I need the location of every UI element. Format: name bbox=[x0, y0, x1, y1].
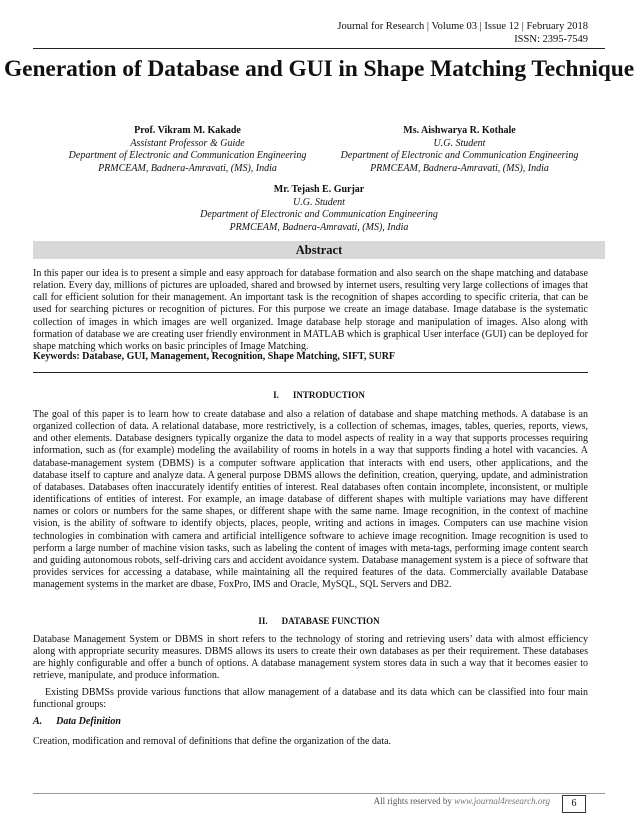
page-number: 6 bbox=[562, 795, 586, 813]
footer-site-link[interactable]: www.journal4research.org bbox=[454, 796, 550, 806]
author-name: Prof. Vikram M. Kakade bbox=[134, 125, 241, 136]
subsection-heading-data-definition bbox=[33, 716, 121, 727]
issn: ISSN: 2395-7549 bbox=[514, 34, 588, 45]
author-role: Assistant Professor & Guide bbox=[130, 137, 245, 149]
keywords: Keywords: Database, GUI, Management, Recognition, Shape Matching, SIFT, SURF bbox=[33, 351, 396, 362]
journal-info: Journal for Research | Volume 03 | Issue 12 | February 2018 bbox=[337, 21, 588, 32]
abstract-heading: Abstract bbox=[33, 241, 605, 259]
journal-header bbox=[337, 20, 588, 46]
section-title: DATABASE FUNCTION bbox=[281, 616, 380, 626]
author-inst: PRMCEAM, Badnera-Amravati, (MS), India bbox=[370, 162, 549, 174]
data-definition-paragraph: Creation, modification and removal of definitions that define the organization of the data. bbox=[33, 736, 392, 747]
author-role: U.G. Student bbox=[293, 196, 345, 208]
subsection-number: A. bbox=[33, 716, 43, 727]
section-heading-database-function bbox=[0, 615, 638, 627]
section-number: I. bbox=[273, 390, 279, 400]
author-block-1 bbox=[50, 125, 325, 175]
author-role: U.G. Student bbox=[433, 137, 486, 149]
author-block-3 bbox=[160, 184, 478, 234]
author-dept: Department of Electronic and Communication Engineering bbox=[200, 209, 438, 220]
author-name: Ms. Aishwarya R. Kothale bbox=[403, 125, 516, 136]
author-name: Mr. Tejash E. Gurjar bbox=[273, 184, 365, 195]
author-block-2 bbox=[322, 125, 597, 175]
author-inst: PRMCEAM, Badnera-Amravati, (MS), India bbox=[229, 221, 409, 233]
subsection-title: Data Definition bbox=[56, 716, 121, 727]
author-dept: Department of Electronic and Communication Engineering bbox=[340, 150, 579, 161]
database-function-paragraph-2: Existing DBMSs provide various functions that allow management of a database and its data which can be classified into four main functional groups: bbox=[33, 687, 588, 711]
database-function-paragraph: Database Management System or DBMS in short refers to the technology of storing and retrieving users’ data with almost efficiency along with appropriate security measures. DBMS allows its users to create their own databases as per their requirement. These databases are highly configurable and offer a bunch of options. A database management system stores data in such a way that it becomes easier to retrieve, manipulate, and produce information. bbox=[33, 634, 588, 682]
paper-title bbox=[0, 56, 638, 83]
footer-text bbox=[0, 795, 550, 807]
author-dept: Department of Electronic and Communication Engineering bbox=[68, 150, 307, 161]
section-number: II. bbox=[258, 616, 268, 626]
abstract-text: In this paper our idea is to present a simple and easy approach for database formation and also search on the shape matching and database relation. Every day, millions of pictures are uploaded, shared and browsed by internet users, resulting very large collections of images that call for efficient solution for their management. An important task is the recognition of shapes according to specific criteria, that can be used for searching pictures or recognition of pictures. For this purpose we create an image database. Image database is the systematic collection of images in which images are well organized. Image database help storage and manipulation of images. Also along with formation of database we are creating user friendly environment in MATLAB which is graphical User interface (GUI) can be deployed for shape matching which works on basic principles of Image Matching. bbox=[33, 268, 588, 352]
footer-rule bbox=[33, 793, 605, 794]
header-rule bbox=[33, 48, 605, 49]
section-heading-introduction bbox=[0, 389, 638, 401]
paper-title-text: Generation of Database and GUI in Shape Matching Technique bbox=[3, 56, 635, 82]
abstract-rule bbox=[33, 372, 588, 373]
introduction-paragraph: The goal of this paper is to learn how to create database and also a relation of database and shape matching methods. A database is an organized collection of data. A relational database, more restrictively, is a collection of schemas, images, tables, queries, reports, views, and other elements. Database designers typically organize the data to model aspects of reality in a way that supports processes requiring information, such as (for example) modeling the availability of rooms in hotels in a way that supports finding a hotel with vacancies. A database-management system (DBMS) is a computer software application that interacts with end users, other applications, and the database itself to capture and analyze data. A general purpose DBMS allows the definition, creation, querying, update, and administration of databases. Databases often inaccurately identify entities of interest. Real databases often contain incomplete, inconsistent, or multiple identifications of entities of interest. For example, an image database of different shapes with multiple variations may have different names or colors or numbers for the same shapes, or different shape with the same name. Image recognition, in the context of machine vision, is the ability of software to identify objects, places, people, writing and actions in images. Computers can use machine vision technologies in combination with camera and artificial intelligence software to achieve image recognition. Image recognition is used to perform a large number of machine vision tasks, such as labeling the content of images with meta-tags, performing image content search and guiding autonomous robots, self-driving cars and accident avoidance system. Database management system is a piece of software that provides services for accessing a database, while maintaining all the required features of the data. Commercially available Database management systems in the market are dbase, FoxPro, IMS and Oracle, MySQL, SQL Servers and DB2. bbox=[33, 409, 588, 591]
section-title: INTRODUCTION bbox=[292, 390, 365, 400]
author-inst: PRMCEAM, Badnera-Amravati, (MS), India bbox=[98, 162, 277, 174]
footer-rights: All rights reserved by bbox=[373, 796, 455, 806]
